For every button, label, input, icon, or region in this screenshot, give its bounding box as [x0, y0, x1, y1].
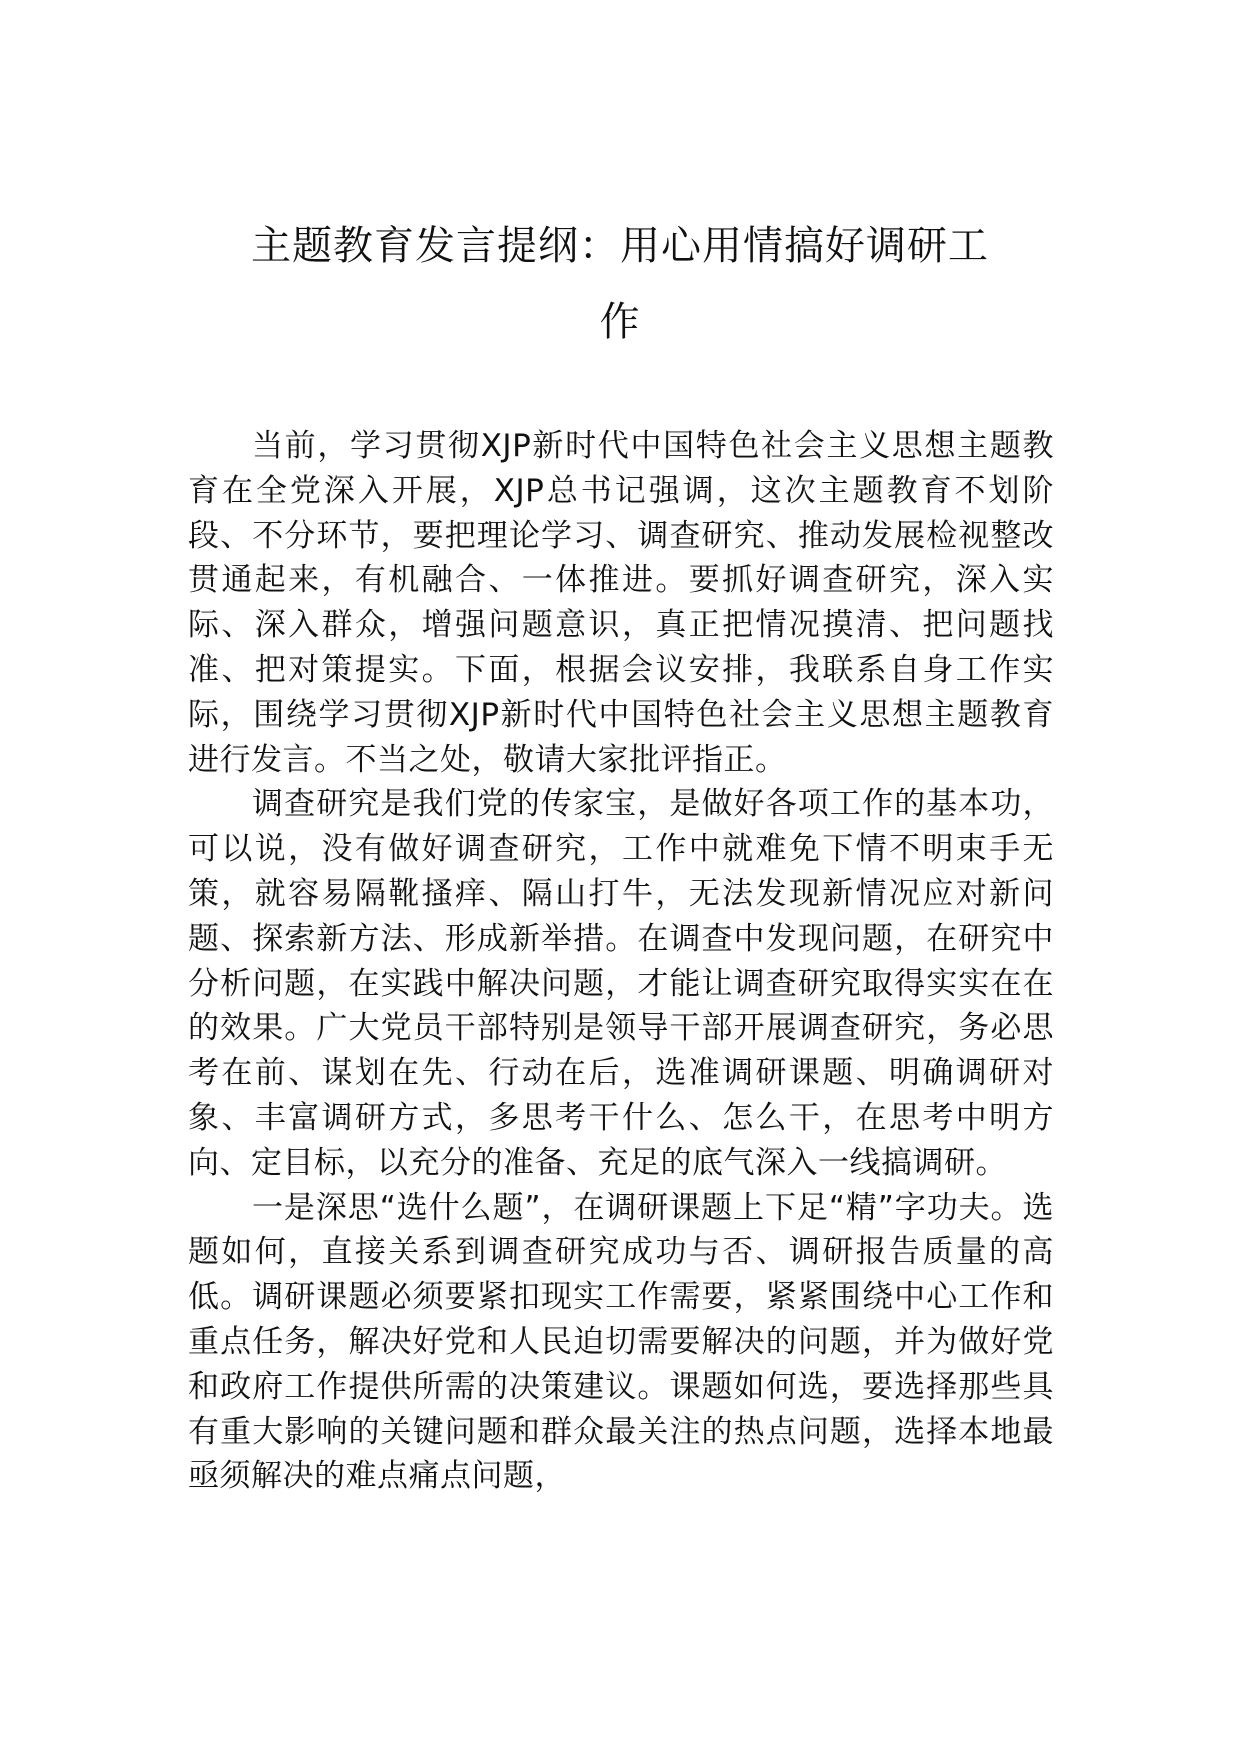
title-line-2: 作	[599, 299, 641, 345]
paragraph-topic-selection: 一是深思“选什么题”，在调研课题上下足“精”字功夫。选题如何，直接关系到调查研究成功与否、调研报告质量的高低。调研课题必须要紧扣现实工作需要，紧紧围绕中心工作和重点任务，解决好党和人民迫切需要解决的问题，并为做好党和政府工作提供所需的决策建议。课题如何选，要选择那些具有重大影响的关键问题和群众最关注的热点问题，选择本地最亟须解决的难点痛点问题，	[188, 1189, 1054, 1495]
document-body	[188, 424, 1054, 1499]
title-line-1: 主题教育发言提纲：用心用情搞好调研工	[251, 223, 989, 269]
document-title	[180, 208, 1060, 360]
paragraph-research-importance: 调查研究是我们党的传家宝，是做好各项工作的基本功，可以说，没有做好调查研究，工作中就难免下情不明束手无策，就容易隔靴搔痒、隔山打牛，无法发现新情况应对新问题、探索新方法、形成新举措。在调查中发现问题，在研究中分析问题，在实践中解决问题，才能让调查研究取得实实在在的效果。广大党员干部特别是领导干部开展调查研究，务必思考在前、谋划在先、行动在后，选准调研课题、明确调研对象、丰富调研方式，多思考干什么、怎么干，在思考中明方向、定目标，以充分的准备、充足的底气深入一线搞调研。	[188, 786, 1054, 1181]
paragraph-intro: 当前，学习贯彻XJP新时代中国特色社会主义思想主题教育在全党深入开展，XJP总书记强调，这次主题教育不划阶段、不分环节，要把理论学习、调查研究、推动发展检视整改贯通起来，有机融合、一体推进。要抓好调查研究，深入实际、深入群众，增强问题意识，真正把情况摸清、把问题找准、把对策提实。下面，根据会议安排，我联系自身工作实际，围绕学习贯彻XJP新时代中国特色社会主义思想主题教育进行发言。不当之处，敬请大家批评指正。	[188, 428, 1054, 778]
